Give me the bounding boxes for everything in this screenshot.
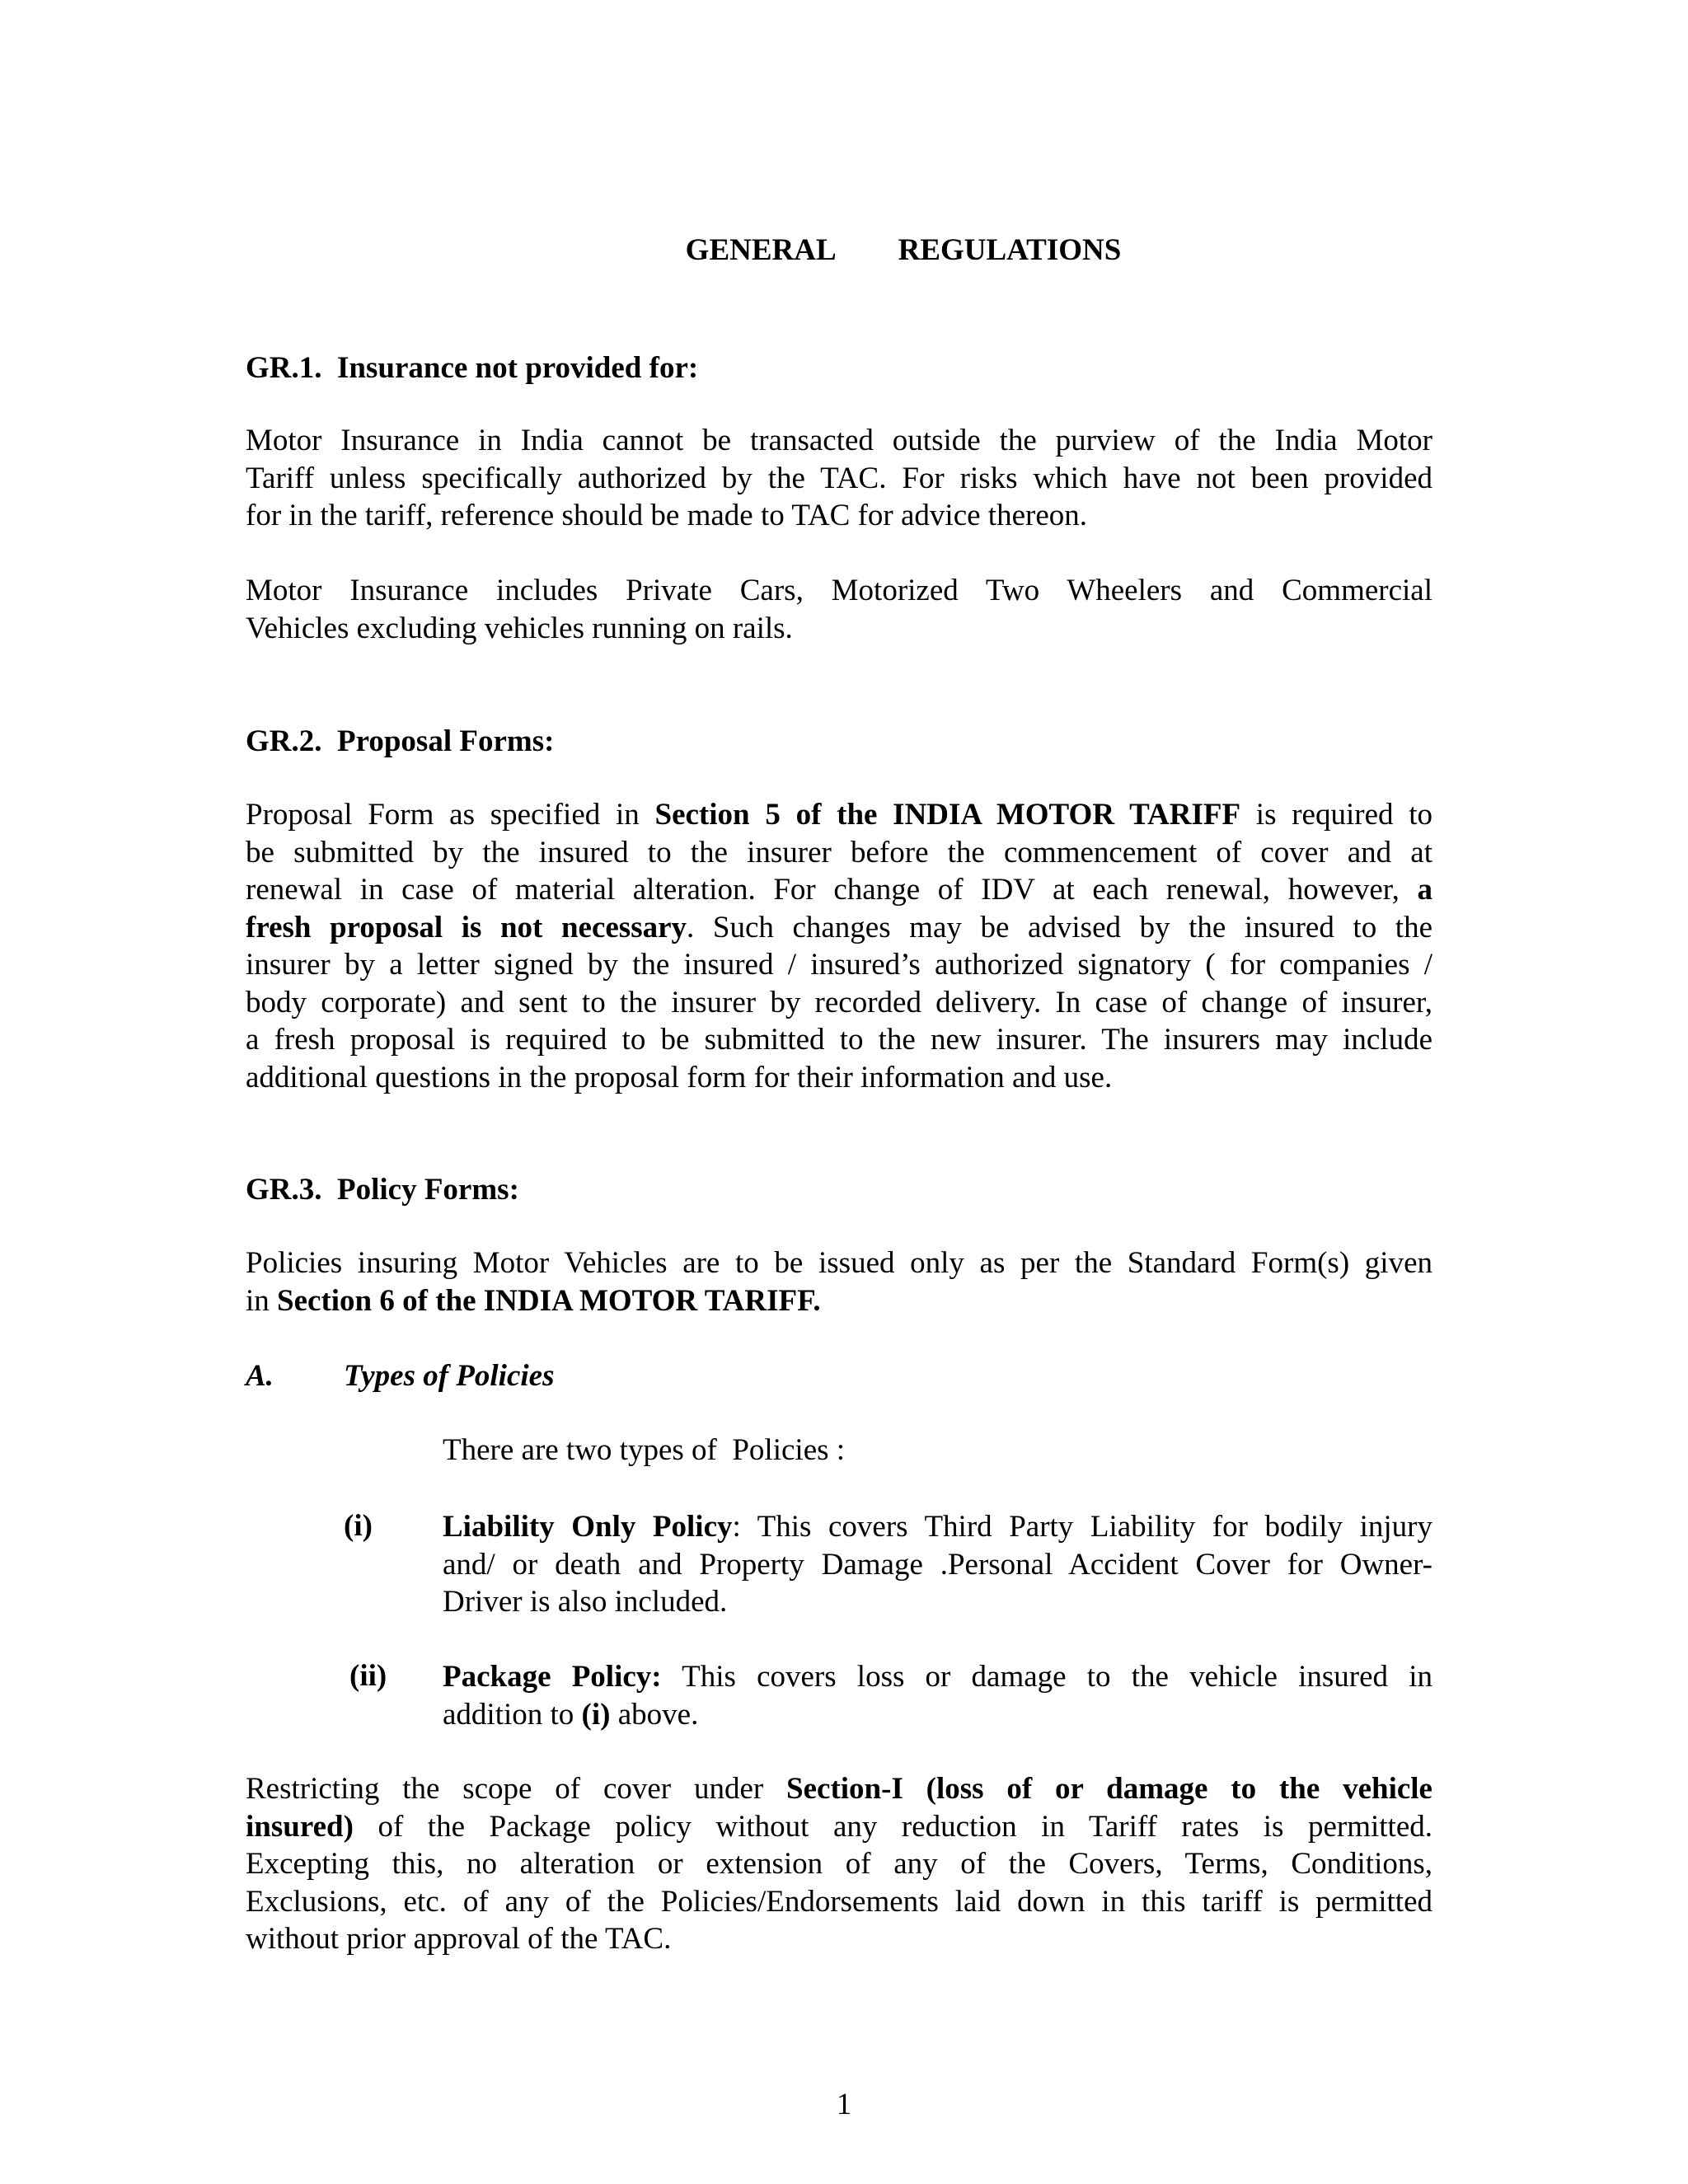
gr3-paragraph: [246, 1244, 1432, 1319]
text-line: body corporate) and sent to the insurer by recorded delivery. In case of change of insurer,: [246, 985, 1432, 1019]
text-line: insurer by a letter signed by the insured / insured’s authorized signatory ( for companies /: [246, 948, 1432, 982]
text-line: fresh proposal is not necessary. Such changes may be advised by the insured to the: [246, 910, 1432, 944]
gr1-paragraph-2: [246, 572, 1432, 647]
gr2-heading: GR.2. Proposal Forms:: [246, 724, 555, 758]
text-line: Vehicles excluding vehicles running on rails.: [246, 611, 793, 645]
text-line: Proposal Form as specified in Section 5 of the INDIA MOTOR TARIFF is required to: [246, 798, 1433, 832]
gr1-heading: GR.1. Insurance not provided for:: [246, 351, 699, 385]
text-line: renewal in case of material alteration. For change of IDV at each renewal, however, a: [246, 873, 1432, 907]
closing-paragraph: [246, 1770, 1432, 1958]
list-item: [443, 1658, 1432, 1733]
text-line: Liability Only Policy: This covers Third Party Liability for bodily injury: [443, 1510, 1432, 1544]
text-line: Policies insuring Motor Vehicles are to be issued only as per the Standard Form(s) given: [246, 1246, 1432, 1280]
gr2-paragraph: [246, 796, 1432, 1096]
text-line: Motor Insurance includes Private Cars, Motorized Two Wheelers and Commercial: [246, 574, 1432, 607]
page-number: 1: [836, 2088, 852, 2121]
text-line: Driver is also included.: [443, 1585, 728, 1619]
text-line: addition to (i) above.: [443, 1697, 699, 1732]
text-line: Exclusions, etc. of any of the Policies/Endorsements laid down in this tariff is permitted: [246, 1884, 1432, 1919]
text-line: and/ or death and Property Damage .Personal Accident Cover for Owner-: [443, 1547, 1432, 1582]
text-line: Restricting the scope of cover under Section-I (loss of or damage to the vehicle: [246, 1772, 1432, 1806]
gr1-paragraph-1: [246, 422, 1432, 535]
text-line: Tariff unless specifically authorized by the TAC. For risks which have not been provided: [246, 461, 1432, 495]
text-line: Package Policy: This covers loss or damage to the vehicle insured in: [443, 1660, 1432, 1694]
text-line: Excepting this, no alteration or extension of any of the Covers, Terms, Conditions,: [246, 1847, 1432, 1881]
list-item: [443, 1508, 1432, 1621]
gr3-heading: GR.3. Policy Forms:: [246, 1173, 519, 1207]
text-line: insured) of the Package policy without any reduction in Tariff rates is permitted.: [246, 1809, 1432, 1844]
text-line: without prior approval of the TAC.: [246, 1922, 672, 1956]
list-item-number: (i): [344, 1509, 373, 1543]
text-line: additional questions in the proposal form for their information and use.: [246, 1060, 1113, 1094]
text-line: in Section 6 of the INDIA MOTOR TARIFF.: [246, 1283, 821, 1318]
section-a-title: Types of Policies: [344, 1359, 555, 1393]
text-line: a fresh proposal is required to be submitted to the new insurer. The insurers may include: [246, 1023, 1432, 1057]
section-a-letter: A.: [246, 1359, 274, 1393]
text-line: for in the tariff, reference should be made to TAC for advice thereon.: [246, 499, 1087, 532]
text-line: Motor Insurance in India cannot be transacted outside the purview of the India Motor: [246, 424, 1432, 457]
text-line: be submitted by the insured to the insurer before the commencement of cover and at: [246, 835, 1432, 869]
section-a-intro: There are two types of Policies :: [443, 1433, 846, 1467]
page-title: GENERAL REGULATIONS: [685, 233, 1122, 267]
list-item-number: (ii): [349, 1659, 387, 1693]
